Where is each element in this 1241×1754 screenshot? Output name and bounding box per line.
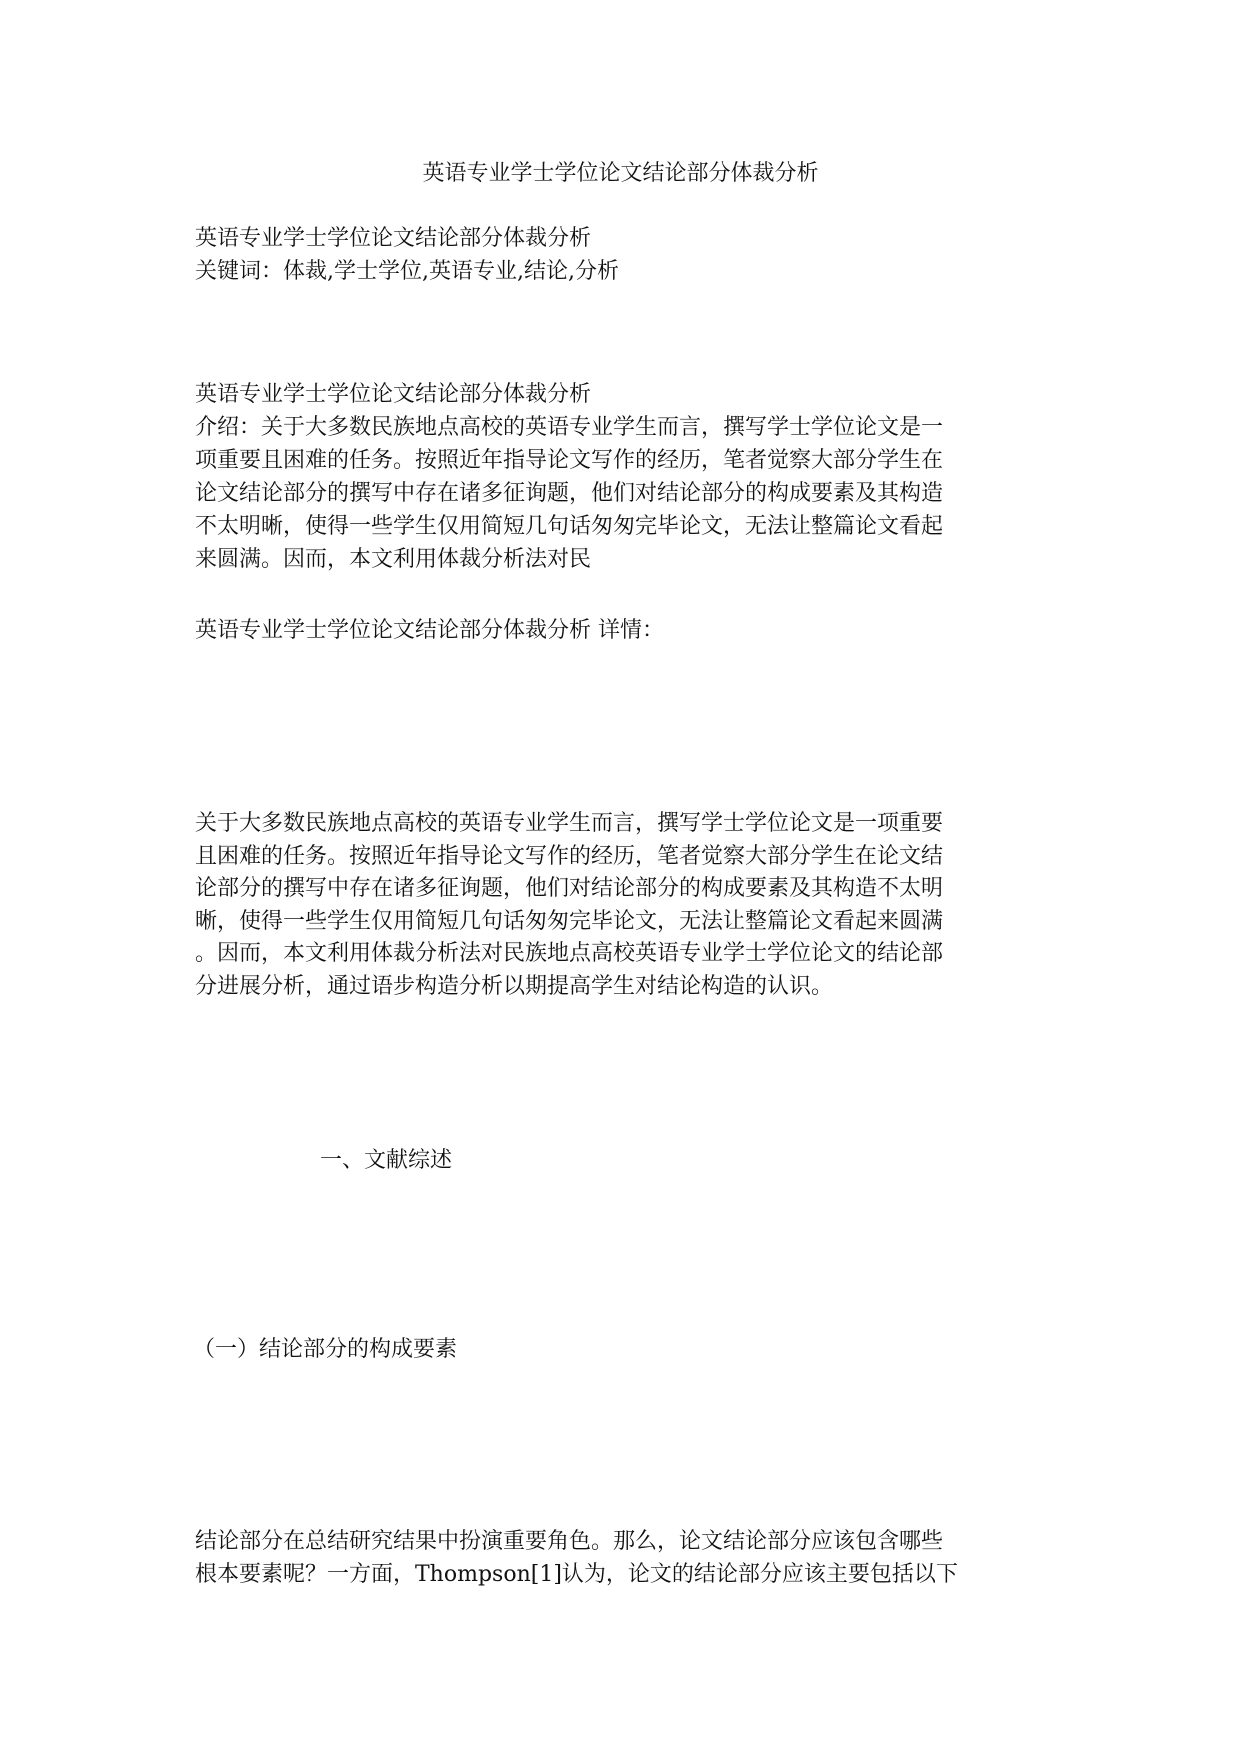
intro-line: 论文结论部分的撰写中存在诸多征询题，他们对结论部分的构成要素及其构造 <box>195 481 944 506</box>
abstract-paragraph <box>195 808 1055 1003</box>
abstract-line: 分进展分析，通过语步构造分析以期提高学生对结论构造的认识。 <box>195 973 834 999</box>
abstract-line: 晰，使得一些学生仅用简短几句话匆匆完毕论文，无法让整篇论文看起来圆满 <box>195 908 944 934</box>
header-title: 英语专业学士学位论文结论部分体裁分析 <box>195 226 592 251</box>
abstract-line: 且困难的任务。按照近年指导论文写作的经历，笔者觉察大部分学生在论文结 <box>195 843 944 869</box>
header-block <box>195 222 1055 288</box>
body-line: 根本要素呢？一方面，Thompson[1]认为，论文的结论部分应该主要包括以下 <box>195 1561 958 1587</box>
body-line: 结论部分在总结研究结果中扮演重要角色。那么，论文结论部分应该包含哪些 <box>195 1529 944 1554</box>
keywords-line: 关键词：体裁,学士学位,英语专业,结论,分析 <box>195 259 619 284</box>
abstract-line: 。因而，本文利用体裁分析法对民族地点高校英语专业学士学位论文的结论部 <box>195 941 944 966</box>
intro-line: 介绍：关于大多数民族地点高校的英语专业学生而言，撰写学士学位论文是一 <box>195 415 944 440</box>
intro-line: 项重要且困难的任务。按照近年指导论文写作的经历，笔者觉察大部分学生在 <box>195 448 944 473</box>
details-label <box>195 614 1055 647</box>
abstract-line: 论部分的撰写中存在诸多征询题，他们对结论部分的构成要素及其构造不太明 <box>195 876 944 901</box>
details-label-text: 英语专业学士学位论文结论部分体裁分析 详情： <box>195 618 664 643</box>
abstract-line: 关于大多数民族地点高校的英语专业学生而言，撰写学士学位论文是一项重要 <box>195 811 944 836</box>
intro-line: 来圆满。因而，本文利用体裁分析法对民 <box>195 547 592 572</box>
intro-block <box>195 378 1055 576</box>
document-title: 英语专业学士学位论文结论部分体裁分析 <box>422 161 819 186</box>
subsection-heading: （一）结论部分的构成要素 <box>193 1337 458 1362</box>
body-paragraph <box>195 1526 1055 1591</box>
section-heading: 一、文献综述 <box>320 1148 453 1173</box>
intro-line: 不太明晰，使得一些学生仅用简短几句话匆匆完毕论文，无法让整篇论文看起 <box>195 514 944 539</box>
intro-title: 英语专业学士学位论文结论部分体裁分析 <box>195 382 592 407</box>
